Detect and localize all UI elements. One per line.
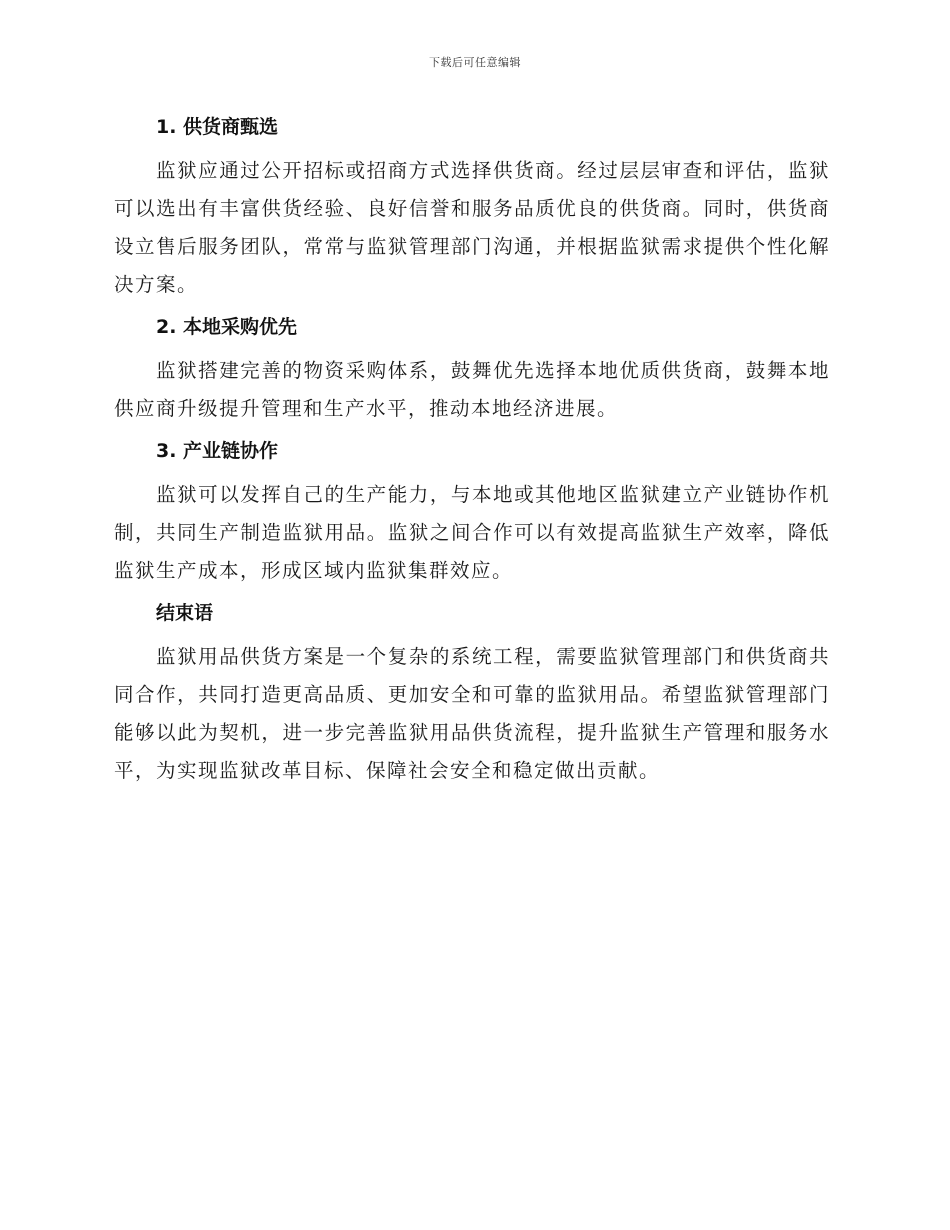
section-heading-supplier-selection: 1. 供货商甄选: [156, 116, 279, 138]
section-heading-conclusion: 结束语: [156, 602, 214, 624]
section-paragraph-local-purchase: 监狱搭建完善的物资采购体系，鼓舞优先选择本地优质供货商，鼓舞本地供应商升级提升管理和生产水平，推动本地经济进展。: [114, 359, 830, 420]
section-heading-industry-chain: 3. 产业链协作: [156, 440, 279, 462]
section-paragraph-conclusion: 监狱用品供货方案是一个复杂的系统工程，需要监狱管理部门和供货商共同合作，共同打造更高品质、更加安全和可靠的监狱用品。希望监狱管理部门能够以此为契机，进一步完善监狱用品供货流程，提升监狱生产管理和服务水平，为实现监狱改革目标、保障社会安全和稳定做出贡献。: [114, 645, 830, 782]
section-paragraph-supplier-selection: 监狱应通过公开招标或招商方式选择供货商。经过层层审查和评估，监狱可以选出有丰富供货经验、良好信誉和服务品质优良的供货商。同时，供货商设立售后服务团队，常常与监狱管理部门沟通，并根据监狱需求提供个性化解决方案。: [114, 159, 830, 296]
document-body: [114, 112, 830, 790]
section-paragraph-industry-chain: 监狱可以发挥自己的生产能力，与本地或其他地区监狱建立产业链协作机制，共同生产制造监狱用品。监狱之间合作可以有效提高监狱生产效率，降低监狱生产成本，形成区域内监狱集群效应。: [114, 483, 830, 582]
section-heading-local-purchase: 2. 本地采购优先: [156, 316, 298, 338]
header-note: 下载后可任意编辑: [429, 56, 521, 69]
